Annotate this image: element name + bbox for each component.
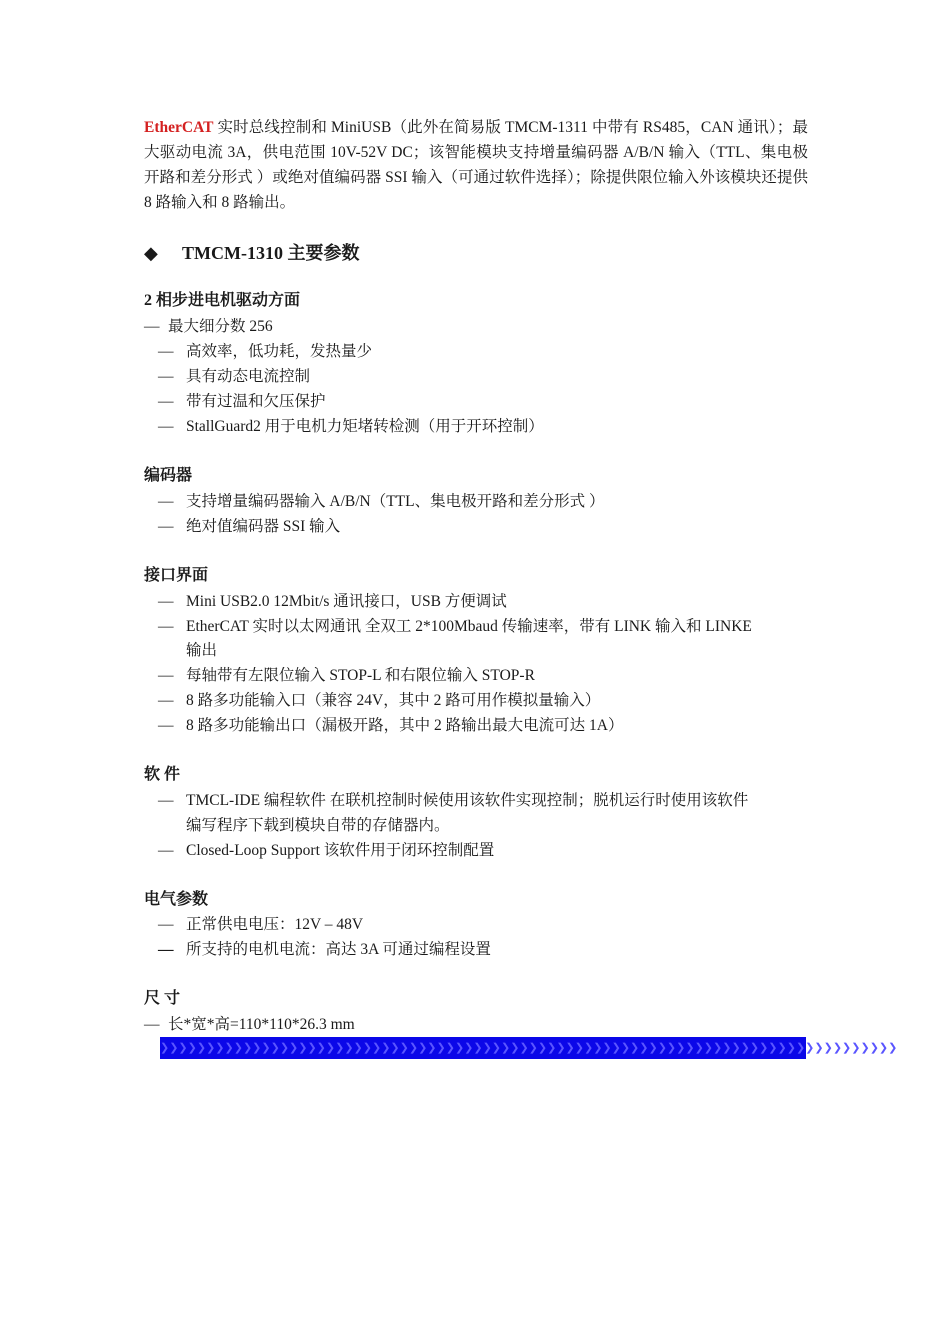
dash-icon: — bbox=[158, 941, 174, 958]
section-title-software: 软 件 bbox=[144, 766, 181, 783]
dash-icon: — bbox=[158, 368, 174, 385]
dash-icon: — bbox=[158, 667, 174, 684]
dash-icon: — bbox=[144, 1016, 160, 1033]
section-title-motor: 2 相步进电机驱动方面 bbox=[144, 292, 301, 309]
list-item: — Closed-Loop Support 该软件用于闭环控制配置 bbox=[158, 838, 494, 863]
list-item: — 支持增量编码器输入 A/B/N（TTL、集电极开路和差分形式 ） bbox=[158, 489, 605, 514]
list-item: — Mini USB2.0 12Mbit/s 通讯接口，USB 方便调试 bbox=[158, 589, 507, 614]
list-item: — StallGuard2 用于电机力矩堵转检测（用于开环控制） bbox=[158, 414, 544, 439]
dash-icon: — bbox=[158, 692, 174, 709]
list-item: — 每轴带有左限位输入 STOP-L 和右限位输入 STOP-R bbox=[158, 663, 535, 688]
diamond-bullet-icon: ◆ bbox=[144, 243, 158, 263]
list-item: — 具有动态电流控制 bbox=[158, 364, 310, 389]
list-item: — EtherCAT 实时以太网通讯 全双工 2*100Mbaud 传输速率，带有 LINK 输入和 LINKE bbox=[158, 614, 752, 639]
list-item: — 长*宽*高=110*110*26.3 mm bbox=[144, 1012, 355, 1037]
brand-ethercat: EtherCAT bbox=[144, 119, 214, 136]
list-item: — 正常供电电压：12V – 48V bbox=[158, 912, 363, 937]
list-item: — TMCL-IDE 编程软件 在联机控制时候使用该软件实现控制；脱机运行时使用该软件 bbox=[158, 788, 748, 813]
dash-icon: — bbox=[158, 618, 174, 635]
list-item: — 带有过温和欠压保护 bbox=[158, 389, 326, 414]
section-title-electrical: 电气参数 bbox=[144, 891, 209, 908]
list-item: — 8 路多功能输入口（兼容 24V，其中 2 路可用作模拟量输入） bbox=[158, 688, 600, 713]
list-item-continuation: 输出 bbox=[186, 642, 218, 659]
dash-icon: — bbox=[158, 418, 174, 435]
dash-icon: — bbox=[158, 792, 174, 809]
dash-icon: — bbox=[158, 916, 174, 933]
dash-icon: — bbox=[158, 343, 174, 360]
list-item: — 高效率，低功耗，发热量少 bbox=[158, 339, 372, 364]
dash-icon: — bbox=[158, 493, 174, 510]
dash-icon: — bbox=[158, 393, 174, 410]
main-heading-text: TMCM-1310 主要参数 bbox=[182, 243, 360, 263]
intro-paragraph bbox=[144, 115, 808, 215]
dash-icon: — bbox=[158, 717, 174, 734]
dash-icon: — bbox=[158, 842, 174, 859]
section-title-dimensions: 尺 寸 bbox=[144, 990, 181, 1007]
list-item: — 最大细分数 256 bbox=[144, 314, 273, 339]
section-title-encoder: 编码器 bbox=[144, 467, 193, 484]
dash-icon: — bbox=[158, 593, 174, 610]
section-title-interface: 接口界面 bbox=[144, 567, 209, 584]
dash-icon: — bbox=[144, 318, 160, 335]
list-item: — 8 路多功能输出口（漏极开路，其中 2 路输出最大电流可达 1A） bbox=[158, 713, 623, 738]
dash-icon: — bbox=[158, 518, 174, 535]
list-item: — 绝对值编码器 SSI 输入 bbox=[158, 514, 340, 539]
main-heading bbox=[144, 240, 359, 266]
list-item-continuation: 编写程序下载到模块自带的存储器内。 bbox=[186, 817, 450, 834]
blue-decorative-bar: ❯❯❯❯❯❯❯❯❯❯❯❯❯❯❯❯❯❯❯❯❯❯❯❯❯❯❯❯❯❯❯❯❯❯❯❯❯❯❯❯❯❯❯❯❯❯❯❯❯❯❯❯❯❯❯❯❯❯❯❯❯❯❯❯❯❯❯❯❯❯❯❯❯❯❯❯❯❯❯❯ bbox=[160, 1037, 806, 1059]
intro-text: 实时总线控制和 MiniUSB（此外在简易版 TMCM-1311 中带有 RS485，CAN 通讯）；最大驱动电流 3A，供电范围 10V-52V DC；该智能模块支持增量编码器 A/B/N 输入（TTL、集电极开路和差分形式 ）或绝对值编码器 SSI 输入（可通过软件选择）；除提供限位输入外该模块还提供 8 路输入和 8 路输出。 bbox=[144, 119, 808, 211]
list-item: — 所支持的电机电流：高达 3A 可通过编程设置 bbox=[158, 937, 491, 962]
